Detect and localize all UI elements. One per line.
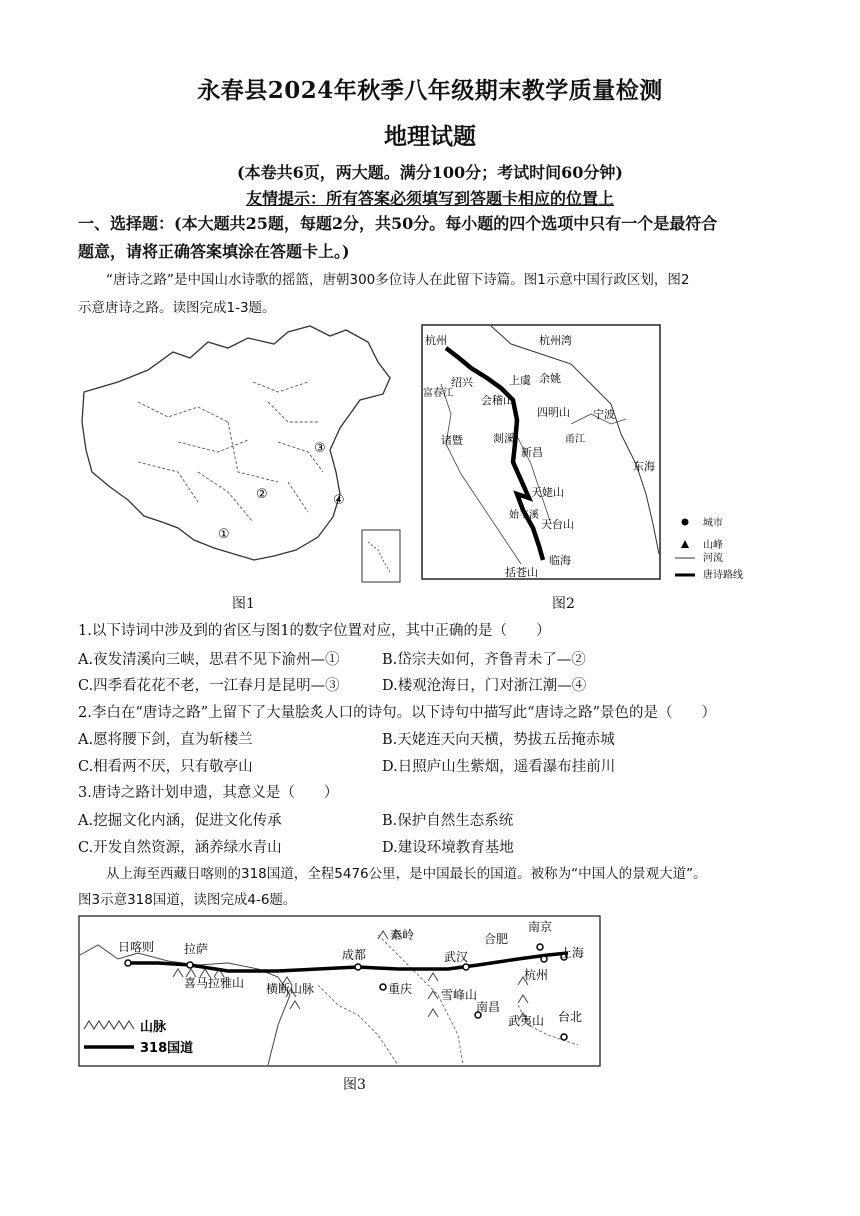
- q1-option-c: C.四季看花花不老，一江春月是昆明—③: [78, 678, 340, 694]
- fig2-donghai: 东海: [633, 460, 655, 473]
- fig2-tianmu: 天姥山: [531, 486, 564, 499]
- fig3-rikaze: 日喀则: [118, 940, 155, 954]
- exam-tip: [0, 186, 860, 209]
- q1-option-b: B.岱宗夫如何，齐鲁青未了—②: [382, 652, 586, 668]
- fig3-xuefeng: 雪峰山: [441, 988, 478, 1002]
- fig3-legend-mountain: 山脉: [140, 1020, 167, 1035]
- fig2-yongjiang: 甬江: [565, 434, 585, 445]
- fig3-lasa: 拉萨: [184, 942, 209, 956]
- fig1-caption: 图1: [232, 596, 255, 612]
- section1-heading-line2: 题意，请将正确答案填涂在答题卡上。): [78, 242, 350, 261]
- fig2-fuchunjiang: 富春江: [423, 388, 453, 399]
- passage2-line1: 从上海至西藏日喀则的318国道，全程5476公里，是中国最长的国道。被称为“中国人的景观大道”。: [106, 866, 707, 882]
- fig2-zhuji: 诸暨: [441, 434, 463, 447]
- fig2-legend-route: 唐诗路线: [703, 570, 743, 581]
- fig1-marker-4: ④: [333, 493, 345, 508]
- fig2-shangyu: 上虞: [509, 374, 531, 387]
- q3-option-d: D.建设环境教育基地: [382, 840, 514, 856]
- fig3-chongqing: 重庆: [388, 982, 413, 996]
- fig1-marker-3: ③: [314, 441, 326, 456]
- fig2-shifeng: 始丰溪: [509, 510, 539, 521]
- legend-mountain-symbol: [84, 1021, 134, 1029]
- q2-option-a: A.愿将腰下剑，直为斩楼兰: [78, 732, 253, 748]
- fig2-yuyao: 余姚: [539, 372, 561, 385]
- q2-option-b: B.天姥连天向天横，势拔五岳掩赤城: [382, 732, 615, 748]
- fig3-shanghai: 上海: [560, 946, 585, 960]
- fig2-siming: 四明山: [537, 406, 570, 419]
- fig2-linhai: 临海: [549, 554, 571, 567]
- fig2-legend-river: 河流: [703, 553, 723, 564]
- q2-option-d: D.日照庐山生紫烟，遥看瀑布挂前川: [382, 759, 616, 775]
- q2-option-c: C.相看两不厌，只有敬亭山: [78, 759, 253, 775]
- fig2-xinchang: 新昌: [521, 446, 543, 459]
- fig3-nanchang: 南昌: [476, 1000, 501, 1014]
- fig2-hangzhou: 杭州: [425, 334, 447, 347]
- fig2-ningbo: 宁波: [593, 408, 615, 421]
- fig3-nanjing: 南京: [528, 920, 553, 934]
- passage1-line2: 示意唐诗之路。读图完成1-3题。: [78, 300, 276, 316]
- fig2-caption: 图2: [552, 596, 575, 612]
- fig1-marker-1: ①: [218, 527, 230, 542]
- section1-heading-line1: 一、选择题：(本大题共25题，每题2分，共50分。每小题的四个选项中只有一个是最符合: [78, 214, 718, 233]
- fig3-taibei: 台北: [558, 1010, 583, 1024]
- fig2-kuaijishan: 会稽山: [481, 394, 514, 407]
- fig2-shanxi: 剡溪: [493, 432, 515, 445]
- q1-stem: 1.以下诗词中涉及到的省区与图1的数字位置对应，其中正确的是（ ）: [78, 623, 551, 639]
- south-china-sea-inset: [362, 530, 400, 582]
- fig3-hefei: 合肥: [484, 932, 509, 946]
- fig3-wuhan: 武汉: [444, 950, 469, 964]
- q3-option-b: B.保护自然生态系统: [382, 813, 514, 829]
- fig2-hangzhouwan: 杭州湾: [539, 334, 572, 347]
- fig3-caption: 图3: [343, 1077, 366, 1093]
- q1-option-d: D.楼观沧海日，门对浙江潮—④: [382, 678, 587, 694]
- fig3-ximalaya: 喜马拉雅山: [184, 976, 245, 990]
- q3-option-c: C.开发自然资源，涵养绿水青山: [78, 840, 282, 856]
- q3-option-a: A.挖掘文化内涵，促进文化传承: [78, 813, 282, 829]
- legend-city-symbol: [682, 519, 689, 526]
- fig2-shaoxing: 绍兴: [451, 376, 473, 389]
- tip-text: 友情提示：所有答案必须填写到答题卡相应的位置上: [245, 189, 614, 208]
- fig2-kuocang: 括苍山: [505, 566, 538, 579]
- fig3-legend-road: 318国道: [140, 1041, 194, 1056]
- fig2-tiantai: 天台山: [541, 518, 574, 531]
- exam-title: 永春县2024年秋季八年级期末教学质量检测: [197, 77, 663, 104]
- figure3-road318-map: [78, 915, 601, 1067]
- exam-info: (本卷共6页，两大题。满分100分；考试时间60分钟): [237, 163, 623, 182]
- q2-stem: 2.李白在“唐诗之路”上留下了大量脍炙人口的诗句。以下诗句中描写此“唐诗之路”景色的是（ ）: [78, 705, 716, 721]
- figure2-tang-poetry-road-map: [421, 324, 771, 582]
- q3-stem: 3.唐诗之路计划申遗，其意义是（ ）: [78, 785, 339, 801]
- legend-peak-symbol: [681, 540, 689, 548]
- fig3-chengdu: 成都: [342, 948, 367, 962]
- figure1-china-map: [78, 322, 406, 584]
- passage2-line2: 图3示意318国道，读图完成4-6题。: [78, 892, 297, 908]
- fig3-qinling: 秦岭: [390, 928, 415, 942]
- fig2-legend-city: 城市: [703, 518, 723, 529]
- passage1-line1: “唐诗之路”是中国山水诗歌的摇篮，唐朝300多位诗人在此留下诗篇。图1示意中国行政区划，图2: [106, 272, 690, 288]
- fig1-marker-2: ②: [256, 487, 268, 502]
- fig2-legend-peak: 山峰: [703, 540, 723, 551]
- subject-title: 地理试题: [384, 123, 476, 150]
- fig3-wuyi: 武夷山: [508, 1014, 545, 1028]
- fig3-hangzhou: 杭州: [524, 968, 549, 982]
- q1-option-a: A.夜发清溪向三峡，思君不见下渝州—①: [78, 652, 340, 668]
- fig3-hengduan: 横断山脉: [266, 982, 315, 996]
